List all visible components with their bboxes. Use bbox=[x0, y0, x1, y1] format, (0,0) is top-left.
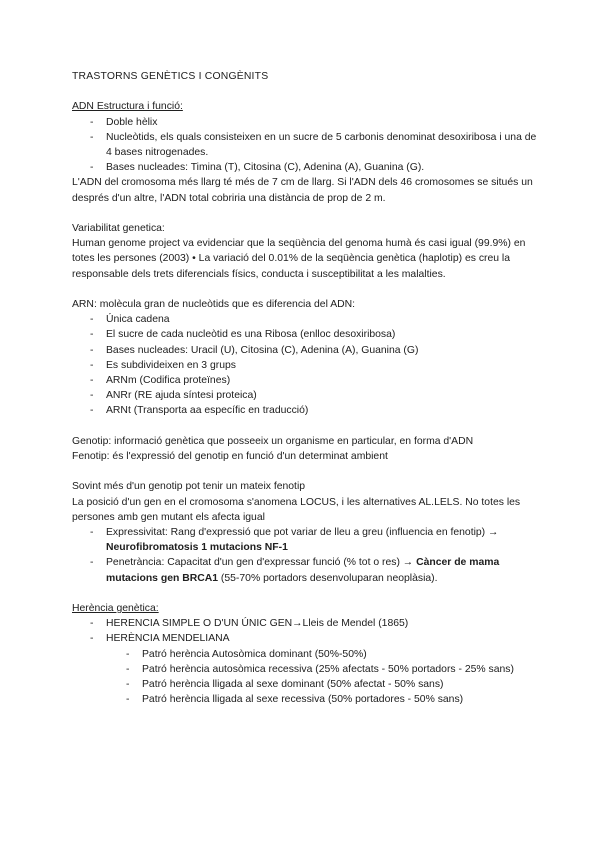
variabilitat-heading: Variabilitat genetica: bbox=[72, 223, 165, 234]
herencia-sublist bbox=[72, 647, 540, 708]
spacer bbox=[72, 586, 540, 601]
adn-list bbox=[72, 115, 540, 176]
fenotip-definition: Fenotip: és l'expressió del genotip en funció d'un determinat ambient bbox=[72, 451, 388, 463]
spacer bbox=[72, 464, 540, 479]
spacer bbox=[72, 84, 540, 99]
list-item: - Doble hèlix bbox=[72, 115, 540, 130]
herencia-list bbox=[72, 616, 540, 646]
herencia-heading: Herència genètica: bbox=[72, 603, 159, 615]
list-item: - ANRr (RE ajuda síntesi proteica) bbox=[72, 388, 540, 403]
penetrancia-tail: (55-70% portadors desenvoluparan neoplàsia). bbox=[218, 572, 438, 584]
penetrancia-text: Penetrància: Capacitat d'un gen d'expressar funció (% tot o res) → bbox=[106, 557, 417, 569]
list-item: - Única cadena bbox=[72, 312, 540, 327]
list-item: - Patró herència autosòmica recessiva (25% afectats - 50% portadors - 25% sans) bbox=[72, 662, 540, 677]
list-item: - ARNt (Transporta aa específic en traducció) bbox=[72, 403, 540, 418]
fenotip-intro: Sovint més d'un genotip pot tenir un mateix fenotip bbox=[72, 481, 306, 493]
spacer bbox=[72, 206, 540, 221]
list-item: - Patró herència lligada al sexe dominant (50% afectat - 50% sans) bbox=[72, 677, 540, 692]
genotip-definition: Genotip: informació genètica que posseeix un organisme en particular, en forma d'ADN bbox=[72, 435, 474, 447]
list-item: - Bases nucleades: Timina (T), Citosina (C), Adenina (A), Guanina (G). bbox=[72, 160, 540, 175]
arn-heading: ARN: molècula gran de nucleòtids que es diferencia del ADN: bbox=[72, 299, 356, 310]
list-item: - ARNm (Codifica proteïnes) bbox=[72, 373, 540, 388]
list-item: - HERÈNCIA MENDELIANA bbox=[72, 631, 540, 646]
expressivitat-example: Neurofibromatosis 1 mutacions NF-1 bbox=[106, 542, 288, 554]
arn-list bbox=[72, 312, 540, 418]
expressivitat-text: Expressivitat: Rang d'expressió que pot variar de lleu a greu (influencia en fenotip) → bbox=[106, 527, 499, 539]
list-item: - Bases nucleades: Uracil (U), Citosina (C), Adenina (A), Guanina (G) bbox=[72, 343, 540, 358]
list-item: - HERENCIA SIMPLE O D'UN ÚNIC GEN→Lleis de Mendel (1865) bbox=[72, 616, 540, 631]
list-item: - Patró herència Autosòmica dominant (50%-50%) bbox=[72, 647, 540, 662]
list-item: - Nucleòtids, els quals consisteixen en un sucre de 5 carbonis denominat desoxiribosa i una de 4 bases nitrogenades. bbox=[72, 130, 540, 160]
list-item: - Es subdivideixen en 3 grups bbox=[72, 358, 540, 373]
penetrancia-example: Càncer de mama mutacions gen BRCA1 bbox=[106, 557, 500, 584]
adn-heading: ADN Estructura i funció: bbox=[72, 101, 183, 113]
fenotip-list bbox=[72, 525, 540, 586]
list-item bbox=[72, 525, 540, 555]
adn-paragraph: L'ADN del cromosoma més llarg té més de 7 cm de llarg. Si l'ADN dels 46 cromosomes se situés un després d'un altre, l'ADN total cobriria una distància de prop de 2 m. bbox=[72, 177, 533, 204]
locus-paragraph: La posició d'un gen en el cromosoma s'anomena LOCUS, i les alternatives AL.LELS. No totes les persones amb gen mutant els afecta igual bbox=[72, 496, 521, 523]
spacer bbox=[72, 419, 540, 434]
spacer bbox=[72, 282, 540, 297]
document-title: TRASTORNS GENÈTICS I CONGÈNITS bbox=[72, 71, 269, 82]
document-body bbox=[72, 69, 540, 707]
variabilitat-paragraph: Human genome project va evidenciar que la seqüència del genoma humà és casi igual (99.9%) en totes les persones (2003) • La variació del 0.01% de la seqüència genètica (haplotip) es creu la responsable dels trets diferencials físics, conducta i susceptibilitat a les malalties. bbox=[72, 238, 526, 280]
list-item: - Patró herència lligada al sexe recessiva (50% portadores - 50% sans) bbox=[72, 692, 540, 707]
list-item bbox=[72, 555, 540, 585]
list-item: - El sucre de cada nucleòtid es una Ribosa (enlloc desoxiribosa) bbox=[72, 327, 540, 342]
